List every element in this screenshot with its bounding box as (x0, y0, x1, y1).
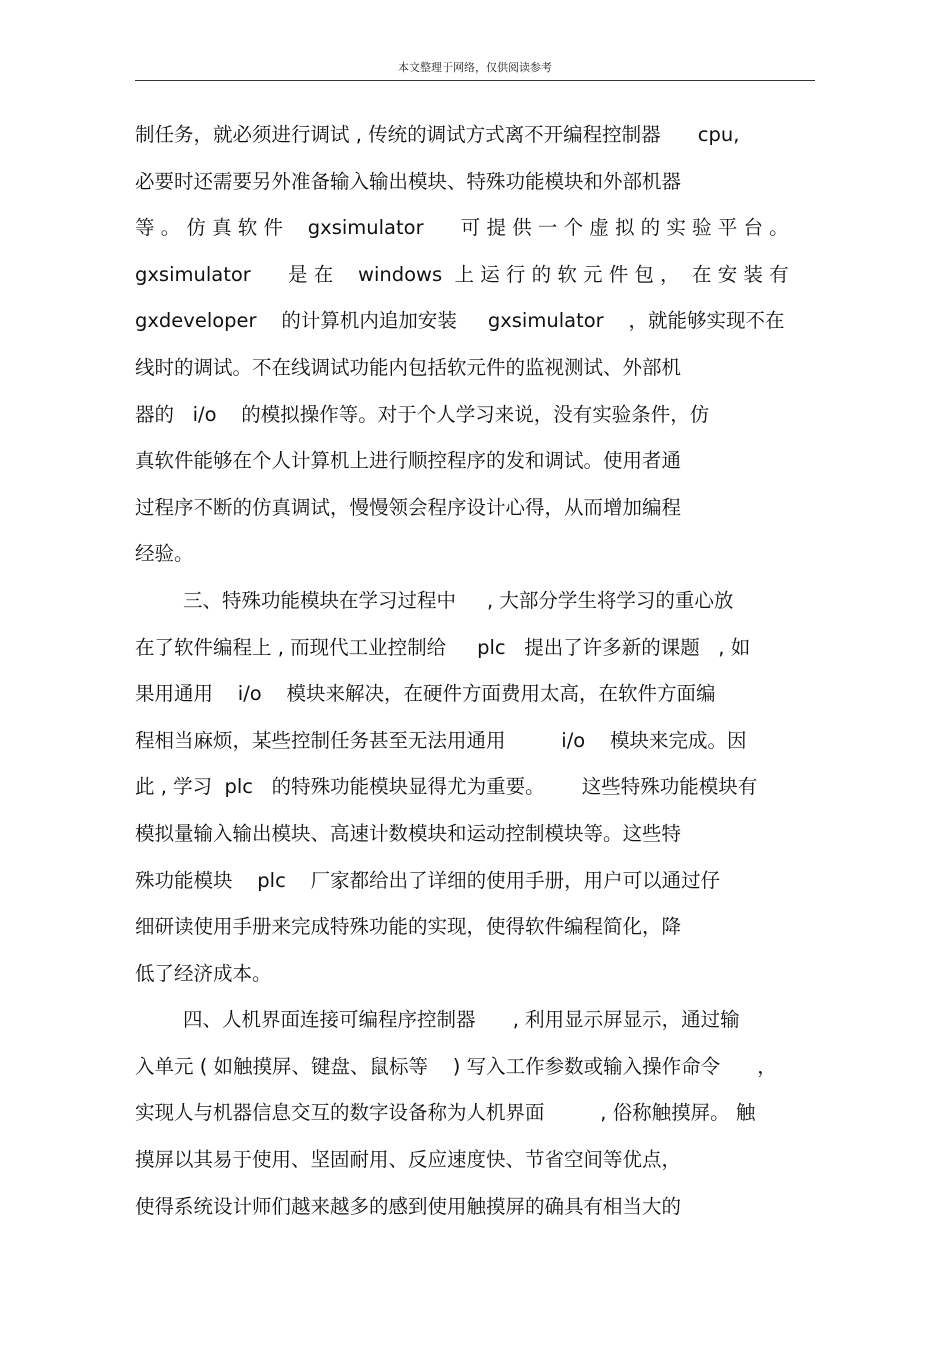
text-line: 过程序不断的仿真调试，慢慢领会程序设计心得，从而增加编程 (135, 495, 682, 519)
document-body (135, 112, 825, 1230)
text-line: 殊功能模块 plc 厂家都给出了详细的使用手册，用户可以通过仔 (135, 868, 721, 892)
text-line: gxsimulator 是 在 windows 上 运 行 的 软 元 件 包 ， 在 安 装 有 (135, 262, 789, 286)
text-line: 线时的调试。不在线调试功能内包括软元件的监视测试、外部机 (135, 355, 682, 379)
text-line: 细研读使用手册来完成特殊功能的实现，使得软件编程简化，降 (135, 915, 682, 939)
text-line: 必要时还需要另外准备输入输出模块、特殊功能模块和外部机器 (135, 169, 682, 193)
text-line: 制任务，就必须进行调试 , 传统的调试方式离不开编程控制器 cpu, (135, 123, 740, 146)
text-line: 经验。 (135, 542, 194, 566)
page-header-note: 本文整理于网络，仅供阅读参考 (398, 61, 552, 74)
text-line: 入单元 ( 如触摸屏、键盘、鼠标等 ) 写入工作参数或输入操作命令 ， (135, 1054, 777, 1078)
paragraph-start-line: 三、特殊功能模块在学习过程中 , 大部分学生将学习的重心放 (183, 588, 734, 612)
text-line: gxdeveloper 的计算机内追加安装 gxsimulator ，就能够实现不在 (135, 309, 785, 333)
text-line: 实现人与机器信息交互的数字设备称为人机界面 , 俗称触摸屏。 触 (135, 1101, 756, 1125)
text-line: 低了经济成本。 (135, 961, 272, 985)
paragraph-start-line: 四、人机界面连接可编程序控制器 , 利用显示屏显示，通过输 (183, 1008, 740, 1032)
text-line: 使得系统设计师们越来越多的感到使用触摸屏的确具有相当大的 (135, 1194, 682, 1218)
header-divider (135, 80, 815, 81)
text-line: 此 , 学习 plc 的特殊功能模块显得尤为重要。 这些特殊功能模块有 (135, 775, 758, 799)
text-line: 果用通用 i/o 模块来解决，在硬件方面费用太高，在软件方面编 (135, 682, 716, 706)
text-line: 在了软件编程上 , 而现代工业控制给 plc 提出了许多新的课题 , 如 (135, 635, 751, 659)
text-line: 摸屏以其易于使用、坚固耐用、反应速度快、节省空间等优点， (135, 1148, 682, 1172)
text-line: 程相当麻烦，某些控制任务甚至无法用通用 i/o 模块来完成。因 (135, 728, 747, 752)
text-line: 器的 i/o 的模拟操作等。对于个人学习来说，没有实验条件，仿 (135, 402, 710, 426)
text-line: 真软件能够在个人计算机上进行顺控程序的发和调试。使用者通 (135, 449, 682, 473)
text-line: 等 。 仿 真 软 件 gxsimulator 可 提 供 一 个 虚 拟 的 实 验 平 台 。 (135, 216, 789, 240)
text-line: 模拟量输入输出模块、高速计数模块和运动控制模块等。这些特 (135, 821, 682, 845)
